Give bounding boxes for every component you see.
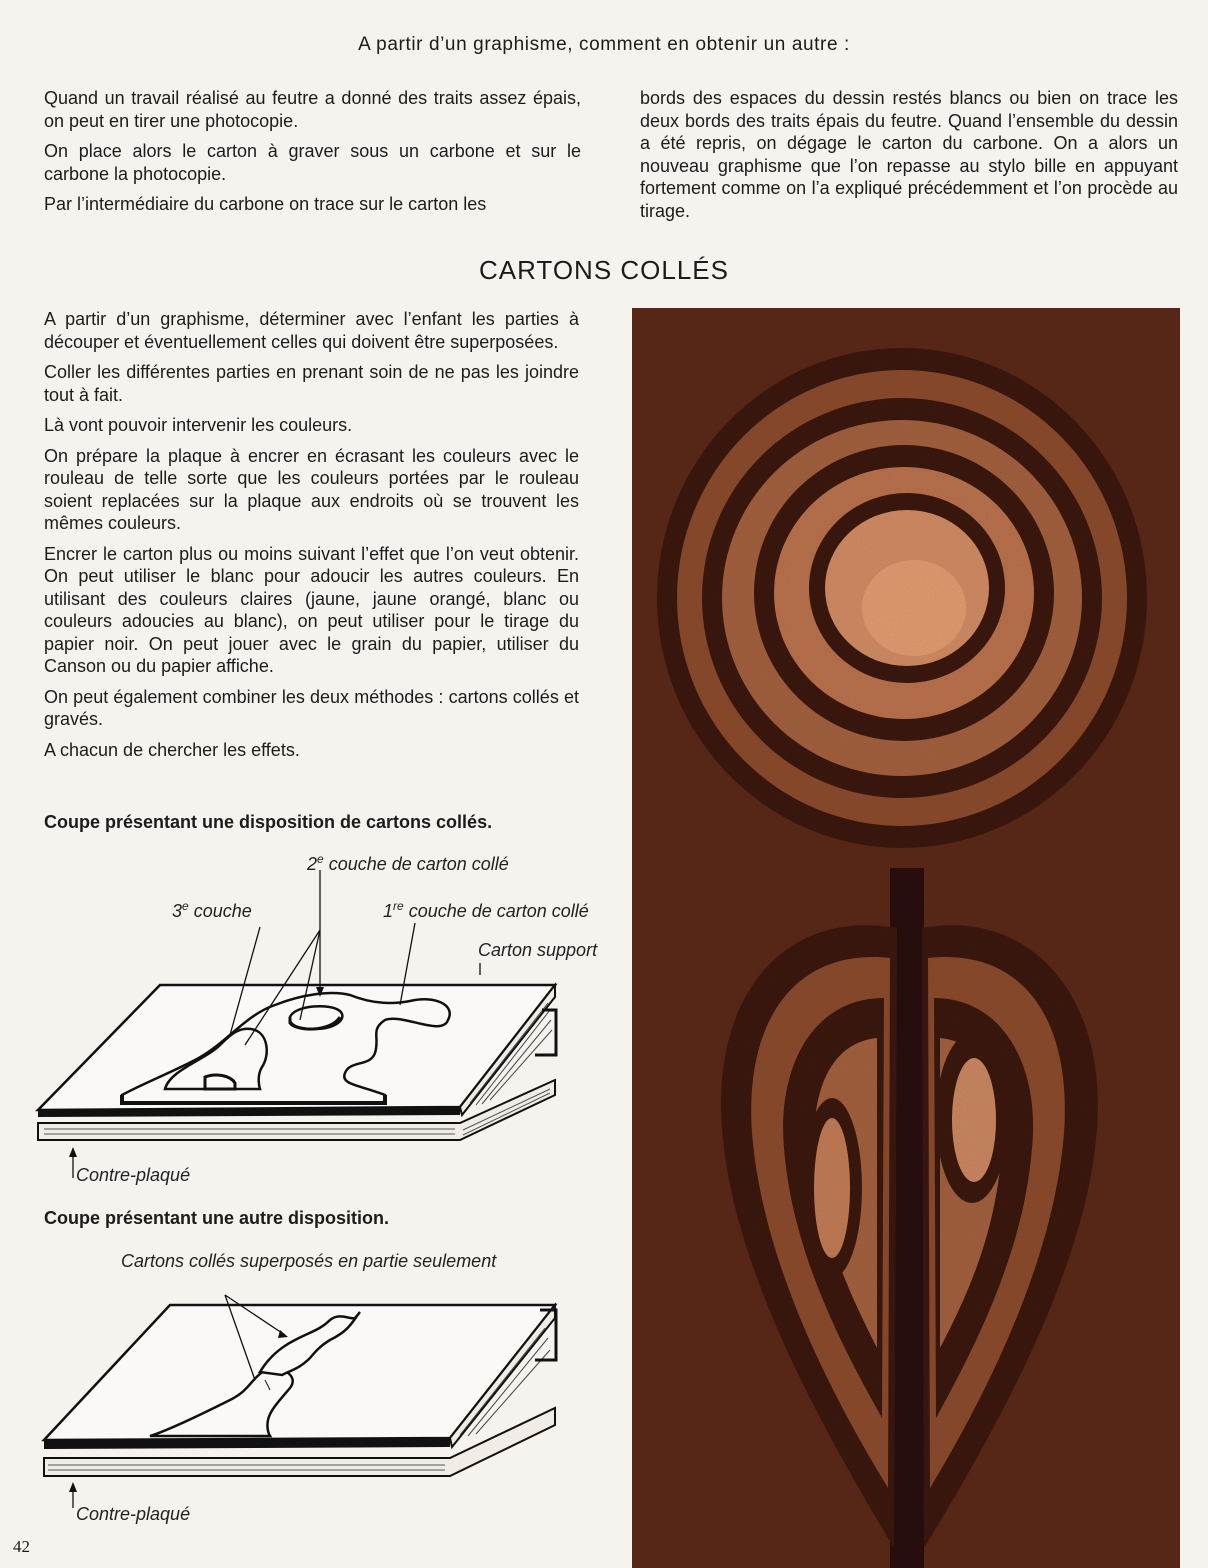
paragraph: A chacun de chercher les effets. xyxy=(44,739,300,760)
paragraph: Quand un travail réalisé au feutre a donné des traits assez épais, on peut en tirer une photocopie. xyxy=(44,88,581,131)
paragraph: Là vont pouvoir intervenir les couleurs. xyxy=(44,415,353,435)
paragraph: bords des espaces du dessin restés blancs ou bien on trace les deux bords des traits épais du feutre. Quand l’ensemble du dessin a été repris, on dégage le carton du carbone. On a alors un nouveau graphisme que l’on repasse au stylo bille en appuyant fortement comme on l’a expliqué précédemment et l’on procède au tirage. xyxy=(640,88,1178,221)
label-support-carton: Carton support xyxy=(478,940,598,960)
paragraph: A partir d’un graphisme, déterminer avec l’enfant les parties à découper et éventuellement celles qui doivent être superposées. xyxy=(44,309,579,352)
glued-layers-diagram xyxy=(30,845,630,1190)
paragraph: On peut également combiner les deux méthodes : cartons collés et gravés. xyxy=(44,686,579,729)
intro-right-column xyxy=(640,87,1178,230)
paragraph: On prépare la plaque à encrer en écrasant les couleurs avec le rouleau de telle sorte que les couleurs portées par le rouleau soient replacées sur la plaque aux endroits où se trouvent les mêmes couleurs. xyxy=(44,445,579,533)
section-title: CARTONS COLLÉS xyxy=(478,255,729,285)
label-third-layer: 3e couche xyxy=(172,899,252,921)
label-second-layer: 2e couche de carton collé xyxy=(307,852,509,874)
paragraph: Encrer le carton plus ou moins suivant l’effet que l’on veut obtenir. On peut utiliser le blanc pour adoucir les autres couleurs. En utilisant des couleurs claires (jaune, jaune orangé, blanc ou couleurs adoucies au blanc), on peut utiliser pour le tirage du papier noir. On peut jouer avec le grain du papier, utiliser du Canson ou du papier affiche. xyxy=(44,543,579,676)
second-layer-carton xyxy=(290,1006,343,1029)
paragraph: On place alors le carton à graver sous un carbone et sur le carbone la photocopie. xyxy=(44,141,581,184)
diagram1-caption: Coupe présentant une disposition de cartons collés. xyxy=(44,812,493,832)
label-plywood: Contre-plaqué xyxy=(76,1504,191,1524)
support-carton xyxy=(44,1305,555,1440)
label-overlap: Cartons collés superposés en partie seulement xyxy=(121,1251,497,1271)
intro-left-column xyxy=(44,87,581,224)
running-head: A partir d’un graphisme, comment en obtenir un autre : xyxy=(358,34,850,55)
page-number: 42 xyxy=(13,1537,30,1556)
paragraph: Par l’intermédiaire du carbone on trace sur le carton les xyxy=(44,194,487,214)
label-first-layer: 1re couche de carton collé xyxy=(383,899,589,921)
partial-overlap-diagram xyxy=(30,1240,630,1540)
label-plywood: Contre-plaqué xyxy=(76,1165,191,1185)
flower-print-artwork xyxy=(632,308,1180,1568)
diagram2-caption: Coupe présentant une autre disposition. xyxy=(44,1208,390,1228)
body-column xyxy=(44,308,579,769)
paragraph: Coller les différentes parties en prenant soin de ne pas les joindre tout à fait. xyxy=(44,362,579,405)
